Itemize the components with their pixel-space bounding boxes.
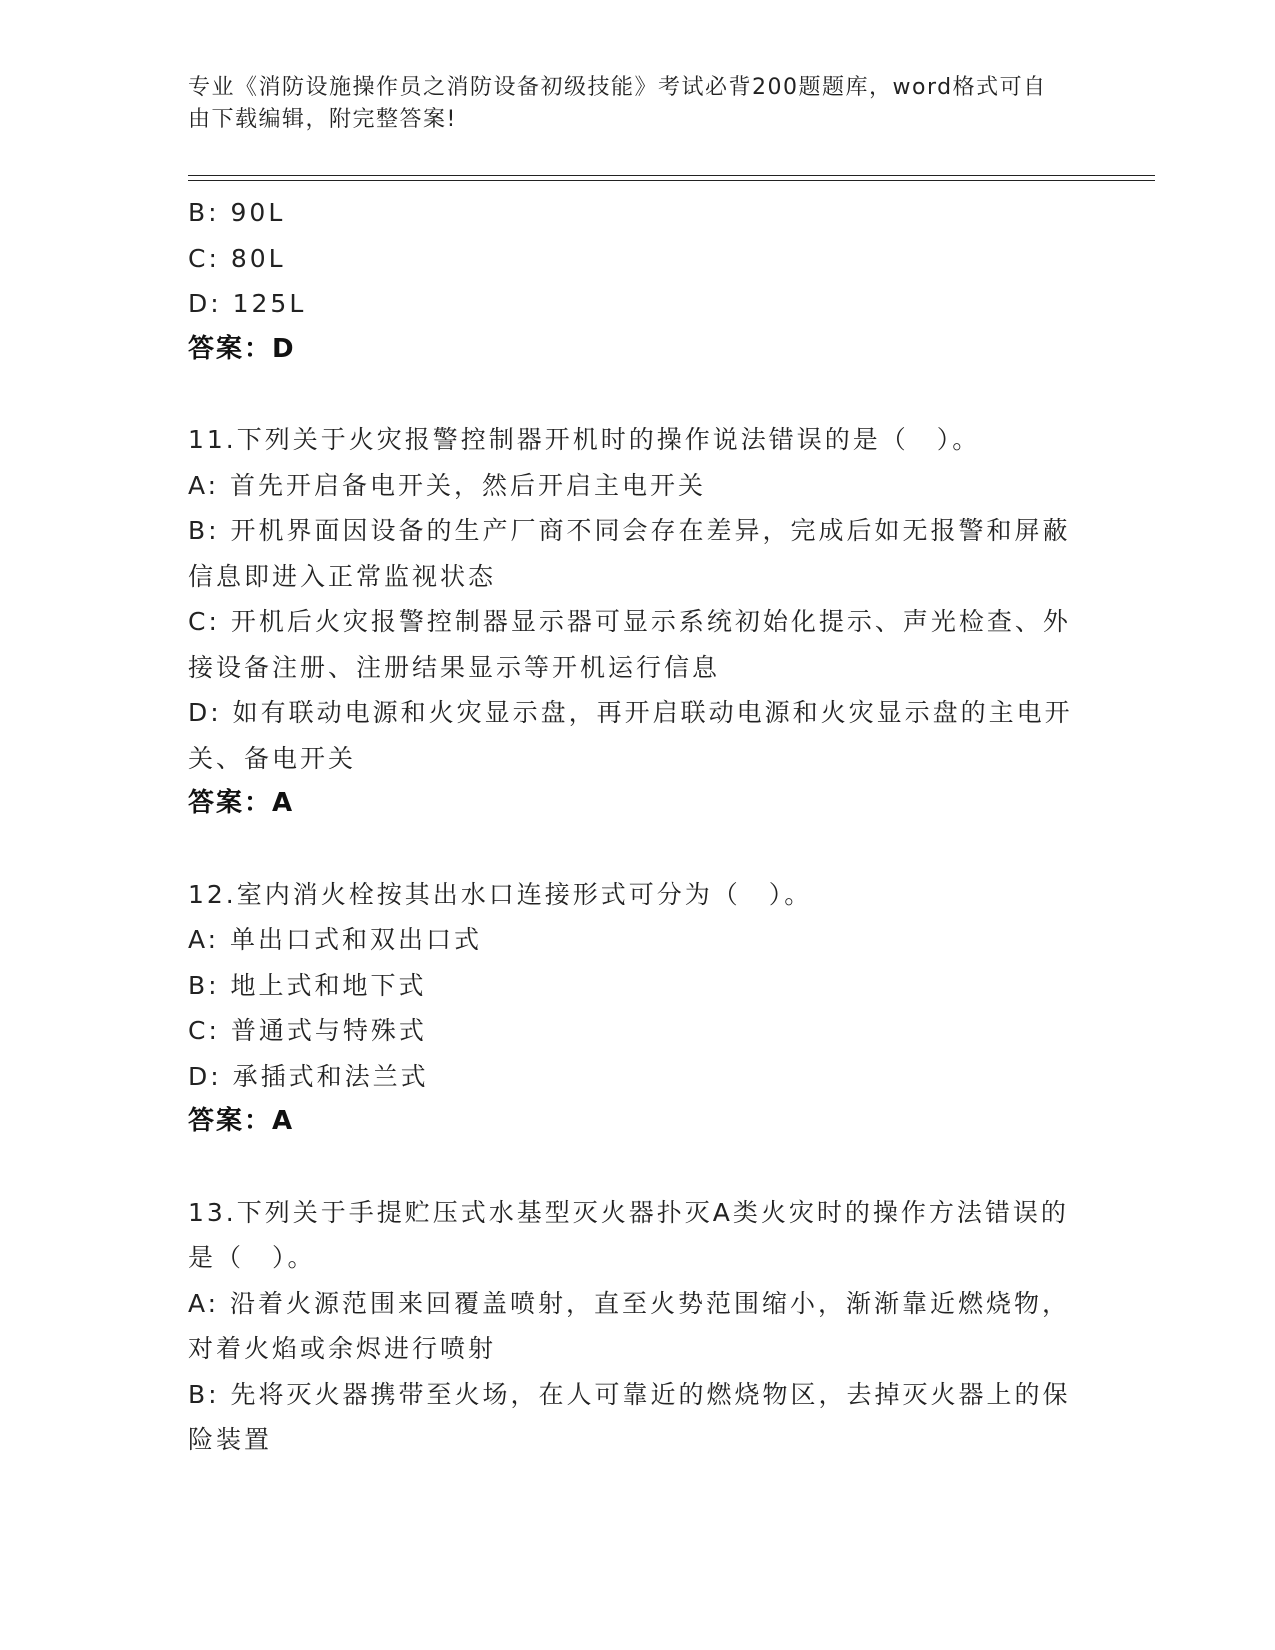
question-11 [188, 417, 1078, 827]
question-11-stem: 11.下列关于火灾报警控制器开机时的操作说法错误的是（ ）。 [188, 425, 981, 454]
question-spacer [188, 827, 1078, 872]
question-spacer [188, 372, 1078, 417]
question-10-option-d: D: 125L [188, 289, 307, 318]
question-10-option-b: B: 90L [188, 198, 286, 227]
question-13-stem: 13.下列关于手提贮压式水基型灭火器扑灭A类火灾时的操作方法错误的是（ ）。 [188, 1197, 1069, 1272]
question-11-option-c: C: 开机后火灾报警控制器显示器可显示系统初始化提示、声光检查、外接设备注册、注册结果显示等开机运行信息 [188, 607, 1071, 682]
question-13-option-a: A: 沿着火源范围来回覆盖喷射，直至火势范围缩小，渐渐靠近燃烧物，对着火焰或余烬进行喷射 [188, 1288, 1071, 1363]
question-11-option-d: D: 如有联动电源和火灾显示盘，再开启联动电源和火灾显示盘的主电开关、备电开关 [188, 698, 1073, 773]
question-12-option-d: D: 承插式和法兰式 [188, 1061, 429, 1091]
question-12-option-a: A: 单出口式和双出口式 [188, 925, 483, 954]
header-divider-top [188, 175, 1155, 176]
question-spacer [188, 1145, 1078, 1190]
question-11-option-a: A: 首先开启备电开关，然后开启主电开关 [188, 470, 707, 500]
question-13-option-b: B: 先将灭火器携带至火场，在人可靠近的燃烧物区，去掉灭火器上的保险装置 [188, 1379, 1071, 1454]
header-title: 专业《消防设施操作员之消防设备初级技能》考试必背200题题库，word格式可自由下载编辑，附完整答案! [188, 75, 1047, 132]
question-10 [188, 190, 1078, 372]
header-divider-bottom [188, 180, 1155, 181]
question-10-option-c: C: 80L [188, 243, 286, 273]
question-12-option-b: B: 地上式和地下式 [188, 970, 427, 1000]
page-header [188, 72, 1068, 136]
question-12-answer: 答案：A [188, 1106, 295, 1136]
question-11-option-b: B: 开机界面因设备的生产厂商不同会存在差异，完成后如无报警和屏蔽信息即进入正常监视状态 [188, 516, 1071, 591]
question-12-option-c: C: 普通式与特殊式 [188, 1016, 427, 1045]
question-list [188, 190, 1078, 1463]
question-12-stem: 12.室内消火栓按其出水口连接形式可分为（ ）。 [188, 879, 813, 909]
question-12 [188, 872, 1078, 1145]
question-10-answer: 答案：D [188, 333, 296, 364]
question-13 [188, 1190, 1078, 1463]
question-11-answer: 答案：A [188, 788, 295, 818]
